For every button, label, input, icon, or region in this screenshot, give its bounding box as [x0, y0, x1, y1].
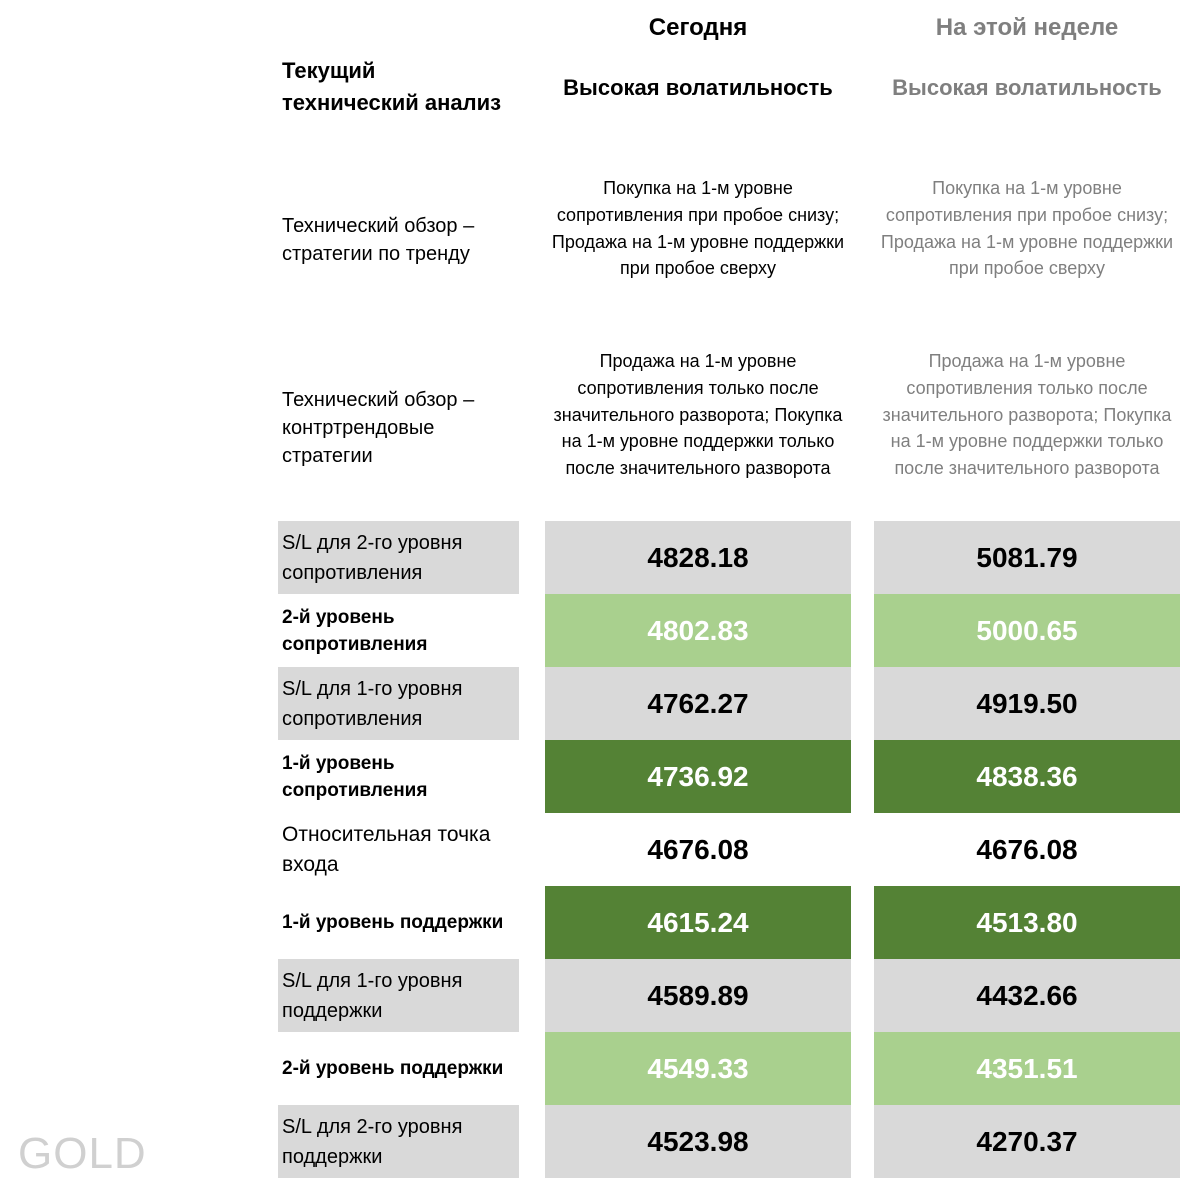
value-today-sl-support-2: 4523.98	[545, 1105, 851, 1178]
row-label-sl-resistance-2	[278, 521, 519, 594]
counter-strategy-today: Продажа на 1-м уровне сопротивления только после значительного разворота; Покупка на 1-м уровне поддержки только после значительного разворота	[553, 351, 843, 479]
value-week-support-1: 4513.80	[874, 886, 1180, 959]
row-label-text: 2-й уровень поддержки	[282, 1058, 504, 1079]
volatility-week: Высокая волатильность	[892, 75, 1162, 100]
counter-strategy-label: Технический обзор – контртрендовые стратегии	[282, 389, 475, 467]
trend-strategy-today: Покупка на 1-м уровне сопротивления при пробое снизу; Продажа на 1-м уровне поддержки при пробое сверху	[551, 178, 845, 279]
trend-strategy-week: Покупка на 1-м уровне сопротивления при пробое снизу; Продажа на 1-м уровне поддержки при пробое сверху	[880, 178, 1174, 279]
column-header-week: На этой неделе	[935, 14, 1119, 41]
value-week-sl-support-1: 4432.66	[874, 959, 1180, 1032]
row-label-resistance-1	[278, 740, 519, 813]
value-week-pivot: 4676.08	[874, 813, 1180, 886]
row-label-text: 2-й уровень сопротивления	[282, 606, 428, 655]
row-label-resistance-2	[278, 594, 519, 667]
row-label-sl-support-2	[278, 1105, 519, 1178]
row-label-text: Относительная точка входа	[282, 822, 491, 876]
counter-strategy-week: Продажа на 1-м уровне сопротивления только после значительного разворота; Покупка на 1-м уровне поддержки только после значительного разворота	[882, 351, 1172, 479]
row-label-text: 1-й уровень поддержки	[282, 912, 504, 933]
value-today-sl-resistance-1: 4762.27	[545, 667, 851, 740]
value-today-sl-support-1: 4589.89	[545, 959, 851, 1032]
value-week-sl-resistance-1: 4919.50	[874, 667, 1180, 740]
watermark-gold: GOLD	[18, 1129, 147, 1178]
row-label-text: S/L для 2-го уровня поддержки	[282, 1115, 463, 1168]
value-week-resistance-1: 4838.36	[874, 740, 1180, 813]
value-today-pivot: 4676.08	[545, 813, 851, 886]
value-today-resistance-1: 4736.92	[545, 740, 851, 813]
row-label-support-1	[278, 886, 519, 959]
page-title: Текущий технический анализ	[282, 58, 502, 115]
row-label-text: 1-й уровень сопротивления	[282, 752, 428, 801]
value-today-support-2: 4549.33	[545, 1032, 851, 1105]
trend-strategy-label: Технический обзор – стратегии по тренду	[282, 215, 475, 265]
value-week-sl-support-2: 4270.37	[874, 1105, 1180, 1178]
row-label-text: S/L для 2-го уровня сопротивления	[282, 531, 463, 584]
row-label-sl-resistance-1	[278, 667, 519, 740]
volatility-today: Высокая волатильность	[563, 75, 833, 100]
row-label-text: S/L для 1-го уровня сопротивления	[282, 677, 463, 730]
value-week-resistance-2: 5000.65	[874, 594, 1180, 667]
row-label-pivot	[278, 813, 519, 886]
row-label-support-2	[278, 1032, 519, 1105]
value-today-resistance-2: 4802.83	[545, 594, 851, 667]
row-label-sl-support-1	[278, 959, 519, 1032]
value-week-sl-resistance-2: 5081.79	[874, 521, 1180, 594]
value-today-support-1: 4615.24	[545, 886, 851, 959]
column-header-today: Сегодня	[648, 14, 748, 41]
value-today-sl-resistance-2: 4828.18	[545, 521, 851, 594]
value-week-support-2: 4351.51	[874, 1032, 1180, 1105]
row-label-text: S/L для 1-го уровня поддержки	[282, 969, 463, 1022]
